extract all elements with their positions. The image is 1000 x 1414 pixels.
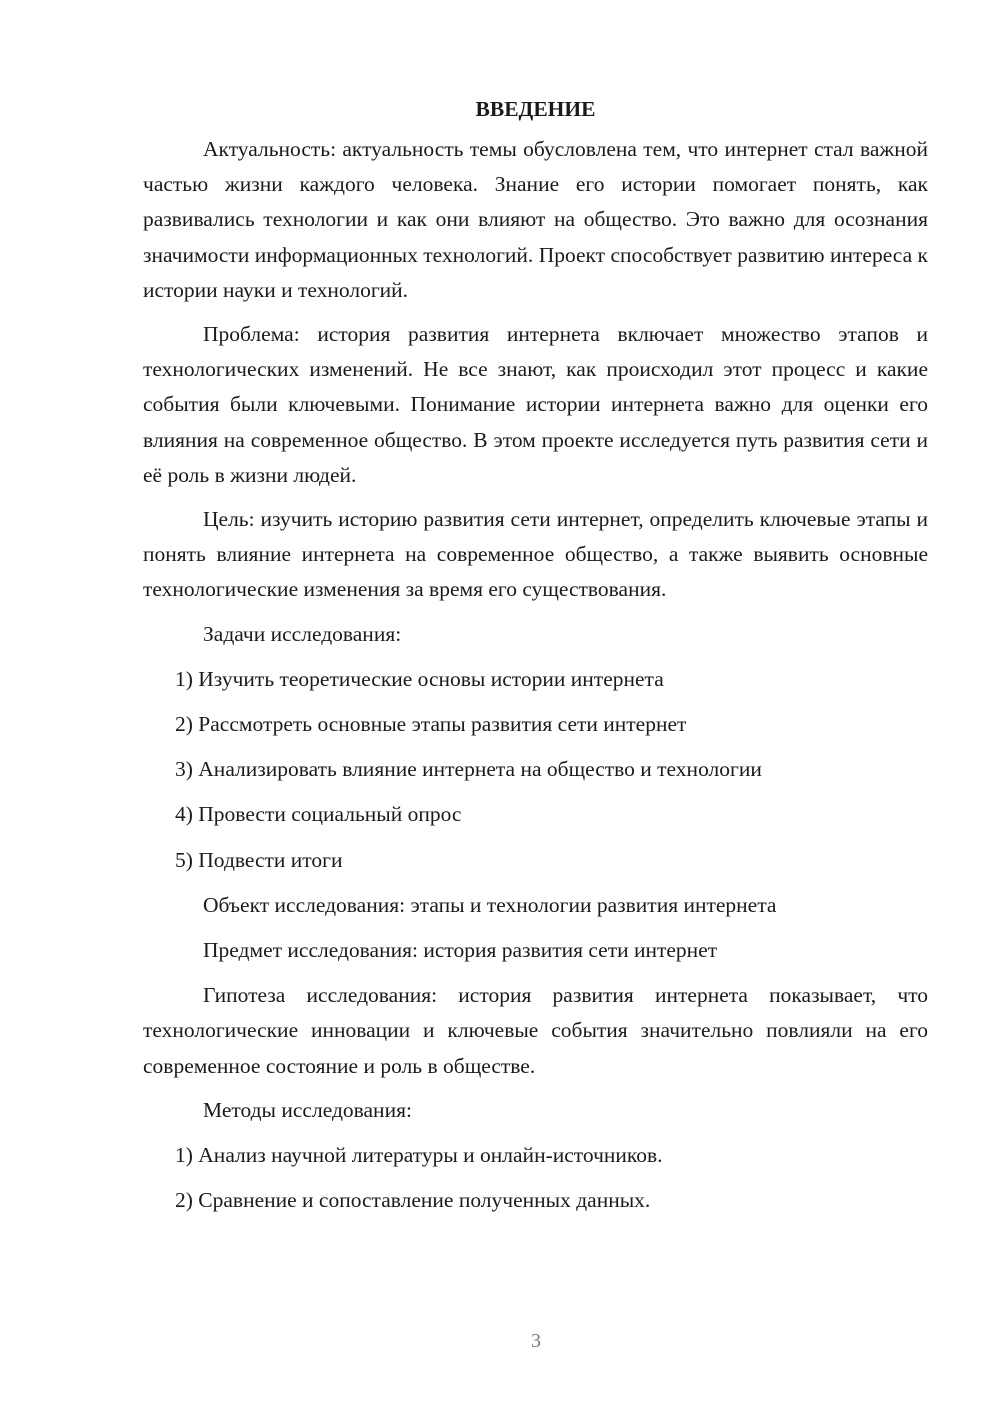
goal-paragraph: Цель: изучить историю развития сети интернет, определить ключевые этапы и понять влияние интернета на современное общество, а также выявить основные технологические изменения за время его существования. xyxy=(143,507,928,602)
method-item-1: 1) Анализ научной литературы и онлайн-источников. xyxy=(175,1143,663,1168)
task-item-4: 4) Провести социальный опрос xyxy=(175,802,462,827)
task-item-1: 1) Изучить теоретические основы истории интернета xyxy=(175,666,664,691)
task-item-3: 3) Анализировать влияние интернета на общество и технологии xyxy=(175,757,762,782)
method-item-2: 2) Сравнение и сопоставление полученных данных. xyxy=(175,1188,651,1213)
section-title: ВВЕДЕНИЕ xyxy=(475,97,596,121)
problem-paragraph: Проблема: история развития интернета включает множество этапов и технологических изменений. Не все знают, как происходил этот процесс и какие события были ключевыми. Понимание истории интернета важно для оценки его влияния на современное общество. В этом проекте исследуется путь развития сети и её роль в жизни людей. xyxy=(143,322,928,487)
hypothesis-paragraph: Гипотеза исследования: история развития интернета показывает, что технологические инновации и ключевые события значительно повлияли на его современное состояние и роль в обществе. xyxy=(143,983,928,1078)
document-page xyxy=(143,94,928,1228)
relevance-paragraph: Актуальность: актуальность темы обусловлена тем, что интернет стал важной частью жизни каждого человека. Знание его истории помогает понять, как развивались технологии и как они влияют на общество. Это важно для осознания значимости информационных технологий. Проект способствует развитию интереса к истории науки и технологий. xyxy=(143,137,928,302)
research-subject: Предмет исследования: история развития сети интернет xyxy=(203,938,718,963)
tasks-heading: Задачи исследования: xyxy=(203,621,402,646)
task-item-2: 2) Рассмотреть основные этапы развития сети интернет xyxy=(175,712,687,737)
task-item-5: 5) Подвести итоги xyxy=(175,847,343,872)
methods-heading: Методы исследования: xyxy=(203,1097,412,1122)
page-number: 3 xyxy=(531,1330,541,1352)
research-object: Объект исследования: этапы и технологии развития интернета xyxy=(203,892,777,917)
